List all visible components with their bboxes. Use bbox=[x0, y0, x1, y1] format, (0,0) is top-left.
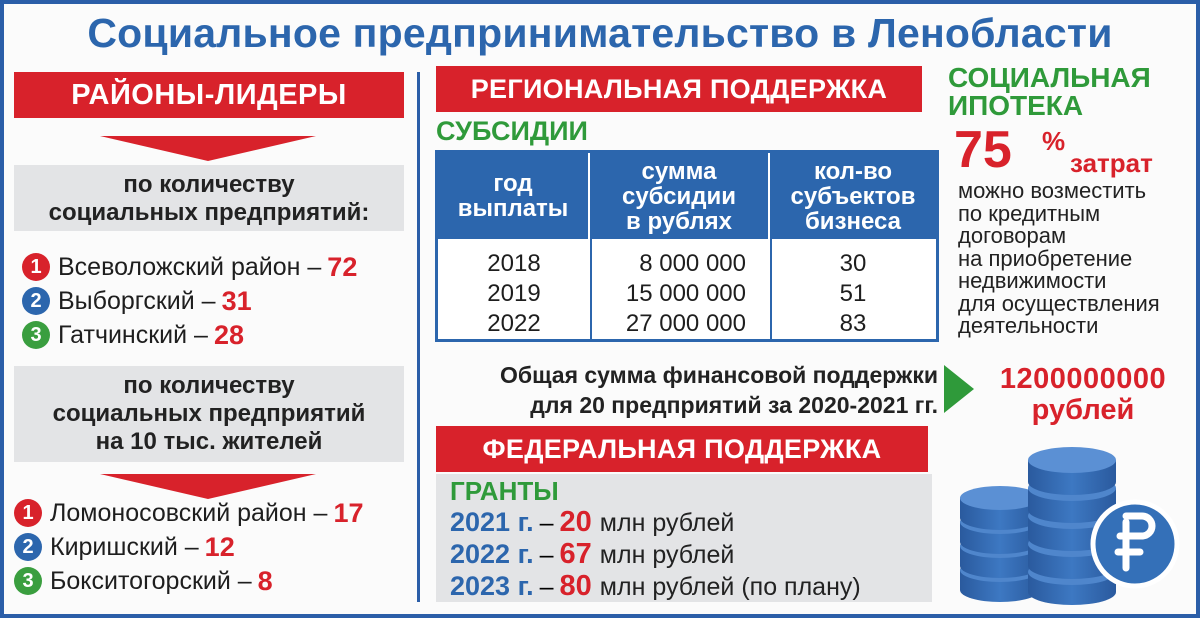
col-sum-header bbox=[590, 153, 770, 239]
block2-heading-line2: социальных предприятий bbox=[52, 400, 366, 427]
table-row bbox=[438, 279, 936, 309]
table-header bbox=[438, 153, 936, 239]
grant-year: 2022 г. bbox=[450, 539, 534, 569]
district-name: Ломоносовский район – bbox=[50, 498, 328, 527]
list-item bbox=[22, 318, 412, 352]
cell-count: 30 bbox=[839, 250, 867, 277]
district-value: 31 bbox=[221, 285, 252, 316]
leaders-header: РАЙОНЫ-ЛИДЕРЫ bbox=[14, 72, 404, 118]
total-support-text bbox=[426, 360, 938, 420]
block1-list bbox=[22, 250, 412, 352]
block2-heading-line3: на 10 тыс. жителей bbox=[95, 428, 323, 455]
table-body bbox=[438, 249, 936, 339]
mortgage-percent bbox=[954, 122, 1194, 182]
desc-line: на приобретение bbox=[958, 245, 1133, 271]
total-line2: для 20 предприятий за 2020-2021 гг. bbox=[530, 392, 938, 418]
block2-heading bbox=[14, 366, 404, 462]
block2-list bbox=[14, 496, 414, 598]
desc-line: деятельности bbox=[958, 313, 1099, 338]
percent-word: затрат bbox=[1070, 148, 1153, 178]
federal-header: ФЕДЕРАЛЬНАЯ ПОДДЕРЖКА bbox=[436, 426, 928, 472]
district-value: 12 bbox=[204, 531, 235, 562]
column-divider bbox=[417, 72, 420, 602]
district-value: 28 bbox=[213, 319, 244, 350]
rank-badge: 1 bbox=[22, 253, 50, 281]
grants-label: ГРАНТЫ bbox=[450, 476, 559, 506]
desc-line: по кредитным bbox=[958, 200, 1101, 226]
block1-heading-line2: социальных предприятий: bbox=[48, 199, 370, 226]
header-text: выплаты bbox=[457, 195, 569, 222]
cell-count: 83 bbox=[839, 310, 867, 337]
grant-year: 2023 г. bbox=[450, 571, 534, 601]
grant-dash: – bbox=[539, 573, 554, 601]
mortgage-title-line2: ИПОТЕКА bbox=[948, 90, 1084, 121]
mortgage-title-line1: СОЦИАЛЬНАЯ bbox=[948, 62, 1151, 93]
block1-heading bbox=[14, 165, 404, 231]
district-value: 17 bbox=[333, 497, 364, 528]
header-text: в рублях bbox=[626, 208, 732, 235]
district-value: 72 bbox=[327, 251, 358, 282]
total-line1: Общая сумма финансовой поддержки bbox=[500, 362, 938, 388]
desc-line: недвижимости bbox=[958, 268, 1107, 293]
grants-list bbox=[450, 506, 940, 602]
rank-badge: 2 bbox=[22, 287, 50, 315]
col-year-header bbox=[438, 153, 590, 239]
leaders-arrow bbox=[100, 136, 316, 161]
grant-dash: – bbox=[539, 541, 554, 569]
cell-year: 2019 bbox=[487, 280, 541, 307]
list-item bbox=[22, 284, 412, 318]
grant-year: 2021 г. bbox=[450, 507, 534, 537]
rank-badge: 1 bbox=[14, 499, 42, 527]
list-item bbox=[14, 564, 414, 598]
grant-dash: – bbox=[539, 509, 554, 537]
grant-unit: млн рублей (по плану) bbox=[599, 573, 861, 601]
cell-sum: 27 000 000 bbox=[625, 310, 746, 337]
list-item bbox=[14, 530, 414, 564]
block1-heading-line1: по количеству bbox=[123, 171, 295, 198]
rank-badge: 3 bbox=[14, 567, 42, 595]
desc-line: можно возместить bbox=[958, 178, 1147, 203]
header-text: год bbox=[493, 170, 533, 197]
list-item bbox=[450, 538, 940, 570]
grant-amount: 20 bbox=[559, 506, 592, 538]
ruble-icon bbox=[1093, 502, 1177, 586]
regional-header: РЕГИОНАЛЬНАЯ ПОДДЕРЖКА bbox=[436, 66, 922, 112]
total-value-block bbox=[972, 363, 1194, 425]
district-name: Выборгский – bbox=[58, 286, 216, 315]
grant-amount: 80 bbox=[559, 570, 592, 602]
district-name: Гатчинский – bbox=[58, 320, 208, 349]
grant-amount: 67 bbox=[559, 538, 592, 570]
mortgage-description bbox=[958, 180, 1198, 338]
district-name: Бокситогорский – bbox=[50, 566, 252, 595]
rank-badge: 2 bbox=[14, 533, 42, 561]
header-text: субъектов bbox=[790, 183, 916, 210]
mortgage-title bbox=[948, 64, 1193, 120]
subsidies-label: СУБСИДИИ bbox=[436, 116, 588, 146]
cell-sum: 8 000 000 bbox=[639, 250, 746, 277]
green-arrow-icon bbox=[944, 365, 974, 413]
list-item bbox=[22, 250, 412, 284]
header-text: бизнеса bbox=[804, 208, 902, 235]
desc-line: для осуществления bbox=[958, 290, 1160, 316]
header-text: кол-во bbox=[813, 158, 893, 185]
header-text: сумма bbox=[641, 158, 717, 185]
grant-unit: млн рублей bbox=[599, 509, 735, 537]
block2-heading-line1: по количеству bbox=[123, 372, 295, 399]
percent-number: 75 bbox=[954, 121, 1012, 179]
cell-year: 2018 bbox=[487, 250, 541, 277]
list-item bbox=[450, 570, 940, 602]
table-row bbox=[438, 249, 936, 279]
grant-unit: млн рублей bbox=[599, 541, 735, 569]
cell-year: 2022 bbox=[487, 310, 541, 337]
total-unit: рублей bbox=[1031, 394, 1135, 426]
rank-badge: 3 bbox=[22, 321, 50, 349]
page-title: Социальное предпринимательство в Ленобласти bbox=[87, 10, 1113, 56]
district-name: Всеволожский район – bbox=[58, 252, 322, 281]
list-item bbox=[14, 496, 414, 530]
coin-stack-icon bbox=[950, 440, 1190, 610]
cell-count: 51 bbox=[839, 280, 867, 307]
cell-sum: 15 000 000 bbox=[625, 280, 746, 307]
district-value: 8 bbox=[257, 565, 273, 596]
district-name: Киришский – bbox=[50, 532, 199, 561]
table-row bbox=[438, 309, 936, 339]
col-count-header bbox=[770, 153, 936, 239]
desc-line: договорам bbox=[958, 223, 1067, 248]
subsidies-table bbox=[435, 150, 939, 342]
list-item bbox=[450, 506, 940, 538]
percent-sign: % bbox=[1042, 126, 1066, 156]
total-value: 1200000000 bbox=[999, 363, 1167, 395]
header-text: субсидии bbox=[621, 183, 737, 210]
